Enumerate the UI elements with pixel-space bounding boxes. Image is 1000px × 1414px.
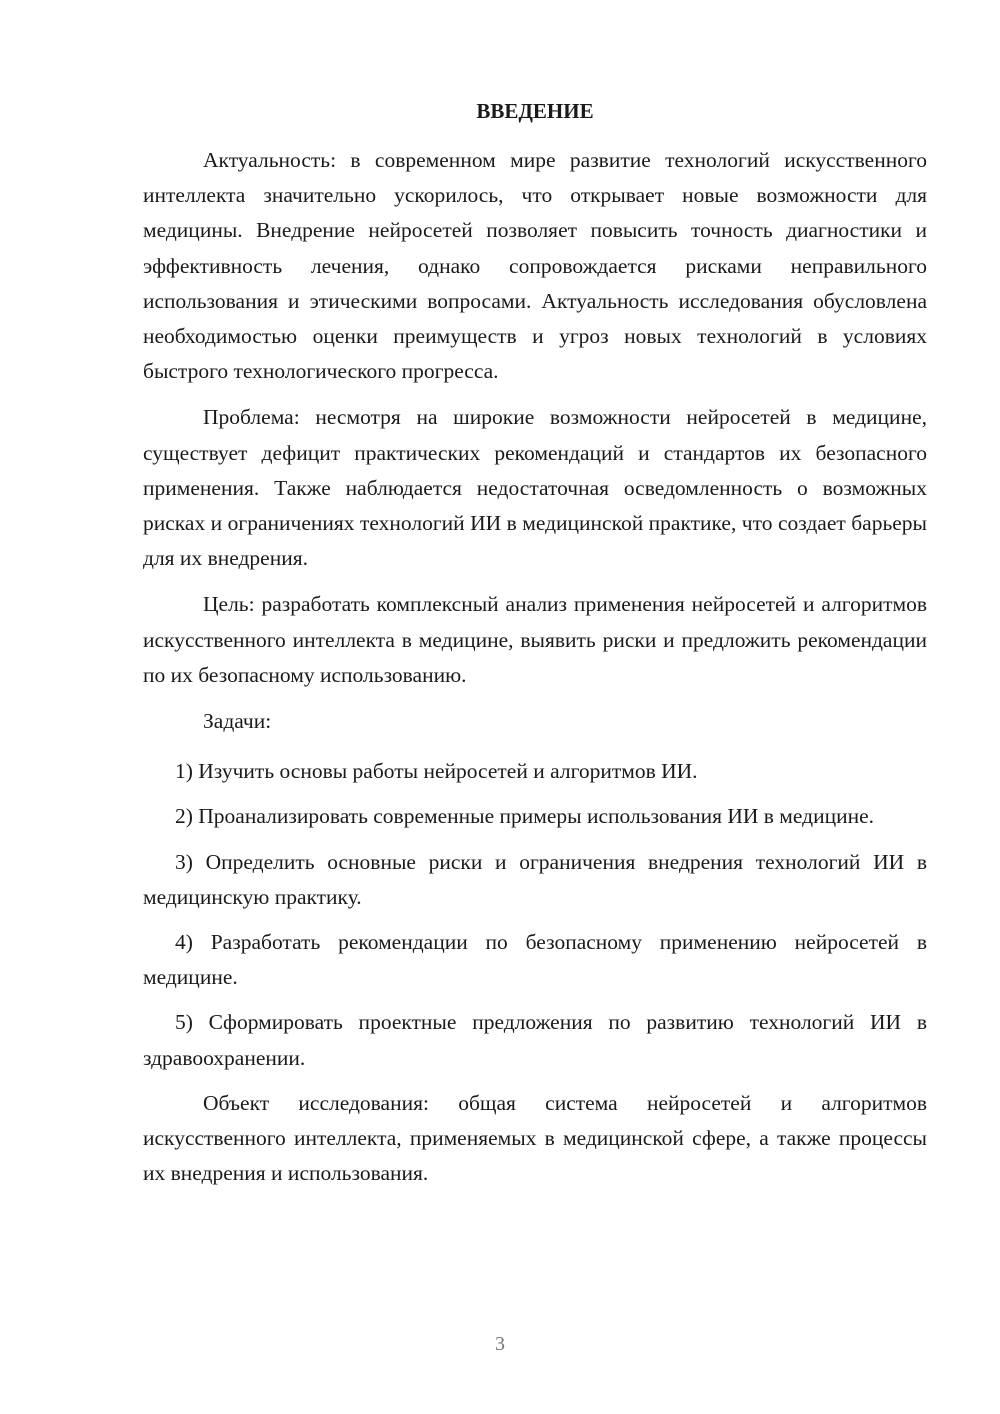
body-text	[143, 143, 927, 1202]
paragraph-object: Объект исследования: общая система нейросетей и алгоритмов искусственного интеллекта, применяемых в медицинской сфере, а также процессы их внедрения и использования.	[143, 1090, 927, 1186]
paragraph-goal: Цель: разработать комплексный анализ применения нейросетей и алгоритмов искусственного интеллекта в медицине, выявить риски и предложить рекомендации по их безопасному использованию.	[143, 592, 927, 687]
list-item-task-4: 4) Разработать рекомендации по безопасному применению нейросетей в медицине.	[143, 930, 927, 990]
list-item-task-3: 3) Определить основные риски и ограничения внедрения технологий ИИ в медицинскую практику.	[143, 849, 927, 909]
paragraph-problem: Проблема: несмотря на широкие возможности нейросетей в медицине, существует дефицит практических рекомендаций и стандартов их безопасного применения. Также наблюдается недостаточная осведомленность о возможных рисках и ограничениях технологий ИИ в медицинской практике, что создает барьеры для их внедрения.	[143, 405, 927, 571]
list-item-task-5: 5) Сформировать проектные предложения по развитию технологий ИИ в здравоохранении.	[143, 1010, 927, 1070]
paragraph-relevance: Актуальность: в современном мире развитие технологий искусственного интеллекта значительно ускорилось, что открывает новые возможности для медицины. Внедрение нейросетей позволяет повысить точность диагностики и эффективность лечения, однако сопровождается рисками неправильного использования и этическими вопросами. Актуальность исследования обусловлена необходимостью оценки преимуществ и угроз новых технологий в условиях быстрого технологического прогресса.	[143, 148, 927, 384]
page-number: 3	[495, 1333, 505, 1355]
list-item-task-2: 2) Проанализировать современные примеры использования ИИ в медицине.	[175, 804, 875, 829]
page-title: ВВЕДЕНИЕ	[476, 99, 594, 123]
list-item-task-1: 1) Изучить основы работы нейросетей и алгоритмов ИИ.	[175, 759, 698, 784]
tasks-heading: Задачи:	[203, 709, 272, 734]
